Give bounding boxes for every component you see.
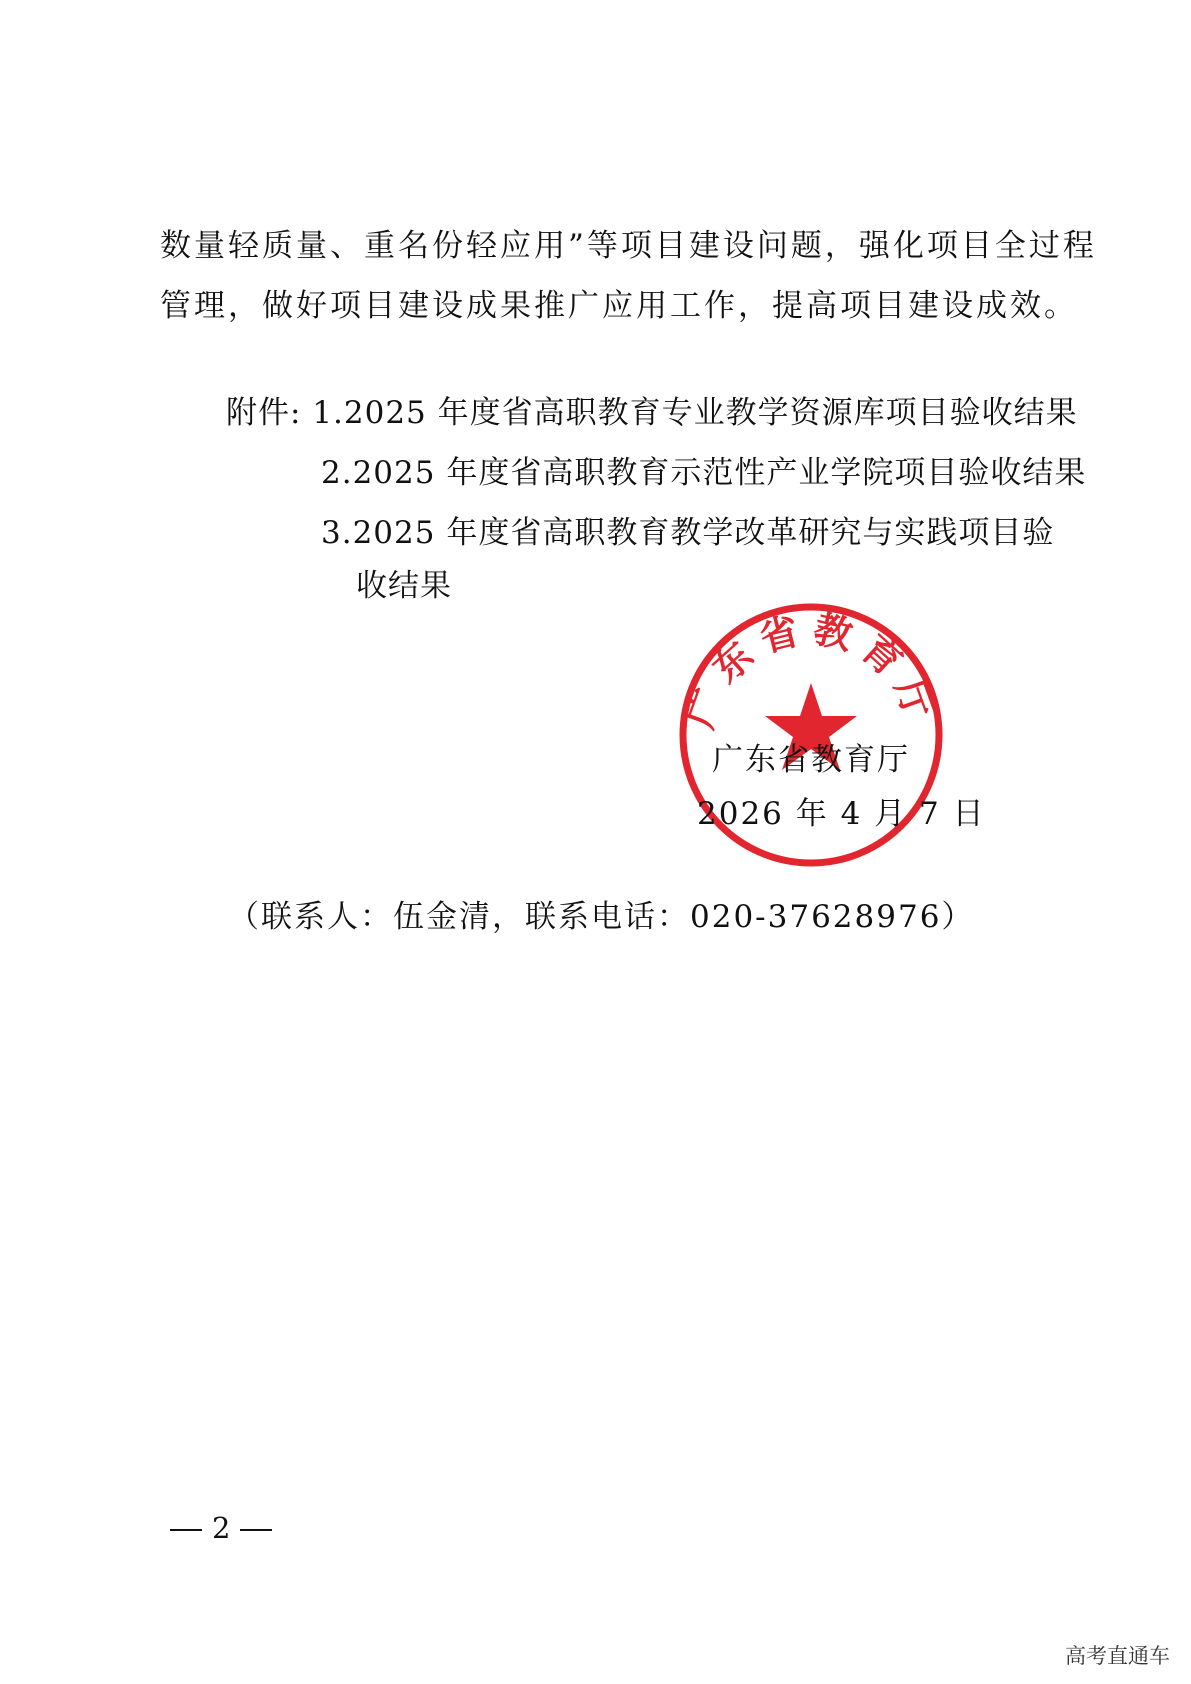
body-text-line-2: 管理，做好项目建设成果推广应用工作，提高项目建设成效。: [160, 288, 1078, 324]
body-text-line-1: 数量轻质量、重名份轻应用”等项目建设问题，强化项目全过程: [160, 228, 1097, 264]
contact-info: （联系人：伍金清，联系电话：020-37628976）: [228, 899, 975, 935]
page-number-text: 2: [212, 1511, 231, 1545]
attachment-item-3-line-2: 收结果: [356, 568, 452, 604]
attachment-prefix: 附件:: [226, 395, 302, 431]
watermark: 高考直通车: [1065, 1644, 1170, 1668]
issue-date: 2026 年 4 月 7 日: [697, 796, 986, 832]
issuing-organization: 广东省教育厅: [712, 742, 910, 778]
page-number-dash-left: [170, 1529, 202, 1531]
attachment-item-1: [226, 393, 1078, 433]
attachment-item-2: 2.2025 年度省高职教育示范性产业学院项目验收结果: [321, 455, 1087, 491]
attachment-item-3-line-1: 3.2025 年度省高职教育教学改革研究与实践项目验: [321, 515, 1055, 551]
page-number: [160, 1508, 282, 1548]
seal-text: 广东省教育厅: [677, 606, 945, 734]
attachment-item-1-text: 1.2025 年度省高职教育专业教学资源库项目验收结果: [312, 395, 1078, 431]
page-number-dash-right: [240, 1529, 272, 1531]
